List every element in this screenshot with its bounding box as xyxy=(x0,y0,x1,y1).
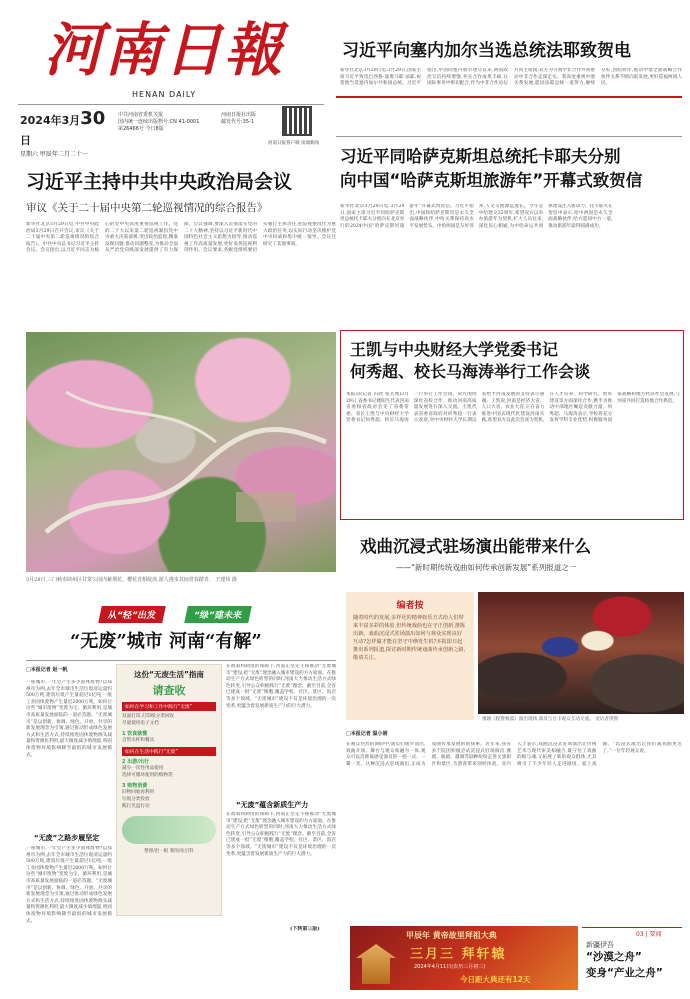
article2-title-line2: 向中国“哈萨克斯坦旅游年”开幕式致贺信 xyxy=(340,171,643,190)
lead-subtitle: 审议《关于二十届中央第二轮巡视情况的综合报告》 xyxy=(26,202,268,214)
guide-credit: 整理/赵一帆 制图/张启科 xyxy=(144,849,194,854)
site-line2: 邮发代号:35-1 xyxy=(221,119,255,125)
waste-title: “无废”城市 河南“有解” xyxy=(70,631,262,652)
guide-item-3: 自带水杯和餐具 xyxy=(122,738,155,743)
guide-item-9: 践行光盘行动 xyxy=(122,804,150,809)
lead-body xyxy=(26,222,336,330)
teaser-page-tag: 03 | 要闻 xyxy=(636,931,662,938)
date-day: 30 xyxy=(80,108,106,129)
waste-rule xyxy=(26,660,336,661)
ad-countdown: 今日距大典还有12天 xyxy=(460,975,531,984)
teaser-rule xyxy=(582,927,682,928)
waste-banner xyxy=(100,606,270,622)
article2-rule xyxy=(336,136,682,137)
waste-subhead2: “无废”蕴含新质生产力 xyxy=(236,801,309,809)
ad-title: 甲辰年 黄帝故里拜祖大典 xyxy=(406,930,497,940)
editor-note-title: 编者按 xyxy=(396,601,424,611)
ad-banner xyxy=(350,926,578,990)
feature-text: 本报讯(记者 归欣 张笑闻)3月29日,省委书记楼阳生代表河南省委和省政府会见了省委常委、省长王凯与中央财经大学党委书记何秀超、校长马海涛一行举行工作会谈。双方围绕深化省校合作、推动河南高质量发展进行深入交流。王凯代表省委省政府对何秀超一行表示欢迎,对中央财经大学长期以来给予河南发展的支持表示感谢。王凯说,河南是经济大省、人口大省、农业大省,正在奋力推进中国式现代化建设河南实践,希望双方以此次会谈为契机,在人才培养、科学研究、智库建设等方面深化合作,携手为推动中部地区崛起贡献力量。何秀超、马海涛表示,学校将充分发挥学科专业优势,积极服务国家战略和地方经济社会发展,与河南共同打造校地合作典范。 xyxy=(346,392,680,424)
guide-item-6: 选择可循环使用的购物袋 xyxy=(122,773,173,778)
qr-code-icon xyxy=(282,106,312,136)
article1-title: 习近平向塞内加尔当选总统法耶致贺电 xyxy=(342,41,631,61)
park-path-illustration xyxy=(26,332,336,572)
waste-body-col1 xyxy=(26,680,112,830)
guide-item-4: 如何在生活中践行“无废” xyxy=(122,747,216,756)
publisher-line3: 第26466号 今日8版 xyxy=(118,126,164,132)
teaser-kicker: 新疆伊吾 xyxy=(586,941,614,949)
park-photo-caption xyxy=(26,576,336,583)
editor-note xyxy=(346,592,474,720)
waste-body-col3 xyxy=(226,664,336,796)
waste-col3-text: 在政策和制度的保障下,河南正坚定不移推动“无废城市”建设,把“无废”理念融入城市建设的方方面面。在推动生产方式绿色转型的同时,河南大力推动生活方式绿色转变,引导公众积极践行“无废”理念。截至目前,全省已建成一批“无废”细胞,覆盖学校、社区、景区、饭店等多个领域。“无废城市”建设不仅是环境治理的一次变革,更蕴含着发展新质生产力的巨大潜力。 xyxy=(226,664,336,709)
guide-box xyxy=(116,664,222,916)
teaser-page-label: 要闻 xyxy=(649,931,662,938)
park-photo xyxy=(26,332,336,572)
publisher-line2: 国内统一连续出版物号:CN 41-0001 xyxy=(118,119,200,125)
waste-banner-right: “绿”建未来 xyxy=(184,606,251,623)
publisher-line1: 中共河南省委机关报 xyxy=(118,112,164,118)
article1-text: 新华社北京3月29日电 3月29日,国家主席习近平致电巴西鲁·迪奥马耶·法耶,祝贺他当选塞内加尔共和国总统。习近平指出,中国同塞内加尔建交以来,两国政治互信持续增强,务实合作成果丰硕,在国际事务中密切配合,作为中非合作论坛共同主席国,双方为引领中非合作共同推动中非合作走深走实。我高度重视中塞关系发展,愿同法耶总统一道努力,赓续友好,团结协作,推动中塞全面战略合作伙伴关系不断向前发展,更好造福两国人民。 xyxy=(340,68,682,87)
masthead-rule xyxy=(18,104,324,105)
park-caption-credit: 王建伟 摄 xyxy=(215,577,237,583)
article2-body xyxy=(340,204,682,324)
masthead xyxy=(6,6,326,166)
guide-item-8: 垃圾分类投放 xyxy=(122,797,150,802)
guide-section-2: 3 购物消费 xyxy=(122,783,148,789)
guide-item-5: 减少一次性用品使用 xyxy=(122,766,164,771)
waste-body-col1b xyxy=(26,846,112,996)
park-caption-text: 3月28日,三门峡市陕州区甘棠公园内紫荆花、樱花竞相绽放,游人漫步其间赏春踏青。 xyxy=(26,577,216,583)
feature-title-line1: 王凯与中央财经大学党委书记 xyxy=(350,340,559,359)
date-suffix: 日 xyxy=(20,134,31,147)
date-line2: 星期六 甲辰年二月二十一 xyxy=(20,151,88,158)
drama-byline: □本报记者 温小娟 xyxy=(346,731,388,737)
date-prefix: 2024年3月 xyxy=(20,114,81,127)
drama-text: 在观众热烈的期盼中,演员们缓步而出,戏曲开场。舞台与观众席融为一体,观众可以近距离感受演员的一招一式、一颦一笑。这种沉浸式驻场演出,正成为戏曲传承发展的新探索。近年来,我省多个院团积极尝试沉浸式驻场演出,豫剧、曲剧、越调等剧种纷纷走进文旅街区和景区,为游客带来别样体验。业内人士表示,戏曲沉浸式驻场演出让传统艺术与现代审美相融合,既守住了戏曲的根与魂,又拓展了新的观众群体,尤其吸引了不少年轻人走进剧场、爱上戏曲。“沉浸式演出让我们离戏曲更近了。”一位年轻观众说。 xyxy=(346,742,682,767)
drama-body xyxy=(346,742,682,912)
contact-line: 河南日报客户端 顶端新闻 xyxy=(268,141,319,146)
teaser-page-number: 03 xyxy=(636,931,644,938)
temple-icon xyxy=(356,944,396,984)
waste-continued: (下转第三版) xyxy=(290,926,320,932)
teaser-title-line2: 变身“产业之舟” xyxy=(586,967,663,979)
guide-subtitle: 请查收 xyxy=(152,684,186,697)
feature-body xyxy=(346,392,680,514)
waste-body-col3b xyxy=(226,812,336,924)
guide-title: 这份“无废生活”指南 xyxy=(134,670,204,679)
article2-text: 新华社北京3月29日电 3月29日,国家主席习近平同哈萨克斯坦总统托卡耶夫分别向在北京举行的2024中国“哈萨克斯坦旅游年”开幕式致贺信。习近平指出,中国和哈萨克斯坦是永久全面战略伙伴,中哈关系保持高水平发展势头。中哈两国是友好邻邦,人文交流源远流长。今年是中哈建交32周年,希望双方以举办旅游年为契机,扩大人员往来,深化民心相通,为中哈命运共同体建设注入新动力。托卡耶夫在贺信中表示,哈中两国是永久全面战略伙伴,哈方愿同中方一道,推动旅游年取得圆满成功。 xyxy=(340,204,613,229)
guide-item-2: 尽量使用电子文档 xyxy=(122,721,159,726)
teaser-title-line1: “沙漠之舟” xyxy=(586,951,642,963)
guide-section-1: 2 出游/出行 xyxy=(122,759,150,765)
masthead-english: HENAN DAILY xyxy=(132,90,197,99)
guide-item-1: 双面打印,打印纸分类回收 xyxy=(122,714,174,719)
guide-item-0: 如何在学习和工作中践行“无废” xyxy=(122,702,216,711)
waste-text-b: 一座城市,一年会产生多少固体废物?以郑州市为例,去年全市城市生活垃圾清运量约500万吨,建筑垃圾产生量超过1亿吨,一般工业固体废物产生量近2000万吨。如何让这些“城市废物”变废为宝、循环利用,是城市高质量发展面临的一道必答题。“无废城市”是以创新、协调、绿色、开放、共享的新发展理念为引领,通过推动形成绿色发展方式和生活方式,持续推进固体废物源头减量和资源化利用,最大限度减少填埋量,将固体废物环境影响降至最低的城市发展模式。 xyxy=(26,846,112,924)
lead-title: 习近平主持中共中央政治局会议 xyxy=(26,171,293,193)
waste-text: 一座城市,一年会产生多少固体废物?以郑州市为例,去年全市城市生活垃圾清运量约500万吨,建筑垃圾产生量超过1亿吨,一般工业固体废物产生量近2000万吨。如何让这些“城市废物”变废为宝、循环利用,是城市高质量发展面临的一道必答题。“无废城市”是以创新、协调、绿色、开放、共享的新发展理念为引领,通过推动形成绿色发展方式和生活方式,持续推进固体废物源头减量和资源化利用,最大限度减少填埋量,将固体废物环境影响降至最低的城市发展模式。 xyxy=(26,680,112,758)
date-block xyxy=(20,108,116,158)
drama-subtitle: ——“新时期传统戏曲如何传承创新发展”系列报道之一 xyxy=(396,563,577,572)
drama-photo xyxy=(478,592,684,714)
site-line1: 河南日报社出版 xyxy=(221,112,257,118)
article2-title-line1: 习近平同哈萨克斯坦总统托卡耶夫分别 xyxy=(340,147,621,166)
site-block xyxy=(221,112,277,126)
article1-body xyxy=(340,68,682,132)
waste-col3-text-b: 在政策和制度的保障下,河南正坚定不移推动“无废城市”建设,把“无废”理念融入城市建设的方方面面。在推动生产方式绿色转型的同时,河南大力推动生活方式绿色转变,引导公众积极践行“无废”理念。截至目前,全省已建成一批“无废”细胞,覆盖学校、社区、景区、饭店等多个领域。“无废城市”建设不仅是环境治理的一次变革,更蕴含着发展新质生产力的巨大潜力。 xyxy=(226,812,336,857)
drama-title: 戏曲沉浸式驻场演出能带来什么 xyxy=(360,537,591,556)
drama-photo-caption: 豫剧《程婴救孤》演出现场,演员与台下观众互动交流。 受访者供图 xyxy=(482,717,619,722)
ad-date-line: 三月三 拜轩辕 xyxy=(410,947,507,962)
masthead-logo: 河南日報 xyxy=(44,16,285,84)
lead-text: 新华社北京3月29日电 中共中央政治局3月29日召开会议,审议《关于二十届中央第二轮巡视情况的综合报告》。中共中央总书记习近平主持会议。会议指出,以习近平同志为核心的党中央高度重视巡视工作。党的二十大以来第二轮巡视紧扣党中央重大决策部署,突出政治监督,精准发现问题,推动问题整改,为推动全面从严治党向纵深发展提供了有力保障。会议强调,要深入贯彻落实党的二十大精神,坚持以习近平新时代中国特色社会主义思想为指导,推动巡视工作高质量发展,更好发挥巡视利剑作用。会议要求,各级党组织要切实履行主体责任,把巡视整改作为重大政治任务,以实际行动坚决维护党中央权威和集中统一领导。会议还研究了其他事项。 xyxy=(26,222,336,254)
editor-note-text: 随着时代的发展,多样化的精神娱乐方式给人们带来丰富多彩的体验,但传统戏曲也在守正创新,推陈出新。戏曲沉浸式驻场演出如何与观众实现良好互动?怎样做才能在坚守中焕发生机?本报即日起推出系列报道,探讨新时期传统戏曲传承创新之路,敬请关注。 xyxy=(353,615,466,661)
waste-byline: □本报记者 赵一帆 xyxy=(26,667,68,673)
publisher-block xyxy=(118,112,218,133)
feature-title-line2: 何秀超、校长马海涛举行工作会谈 xyxy=(350,362,591,381)
waste-banner-left: 从“轻”出发 xyxy=(98,606,165,623)
guide-section-0: 1 饮食就餐 xyxy=(122,731,148,737)
ad-line2: 2024年4月11日(农历三月初三) xyxy=(414,964,486,970)
guide-item-7: 旧物回收再利用 xyxy=(122,790,155,795)
waste-subhead: “无废”之路步履坚定 xyxy=(34,834,100,842)
guide-illustration xyxy=(122,816,216,844)
